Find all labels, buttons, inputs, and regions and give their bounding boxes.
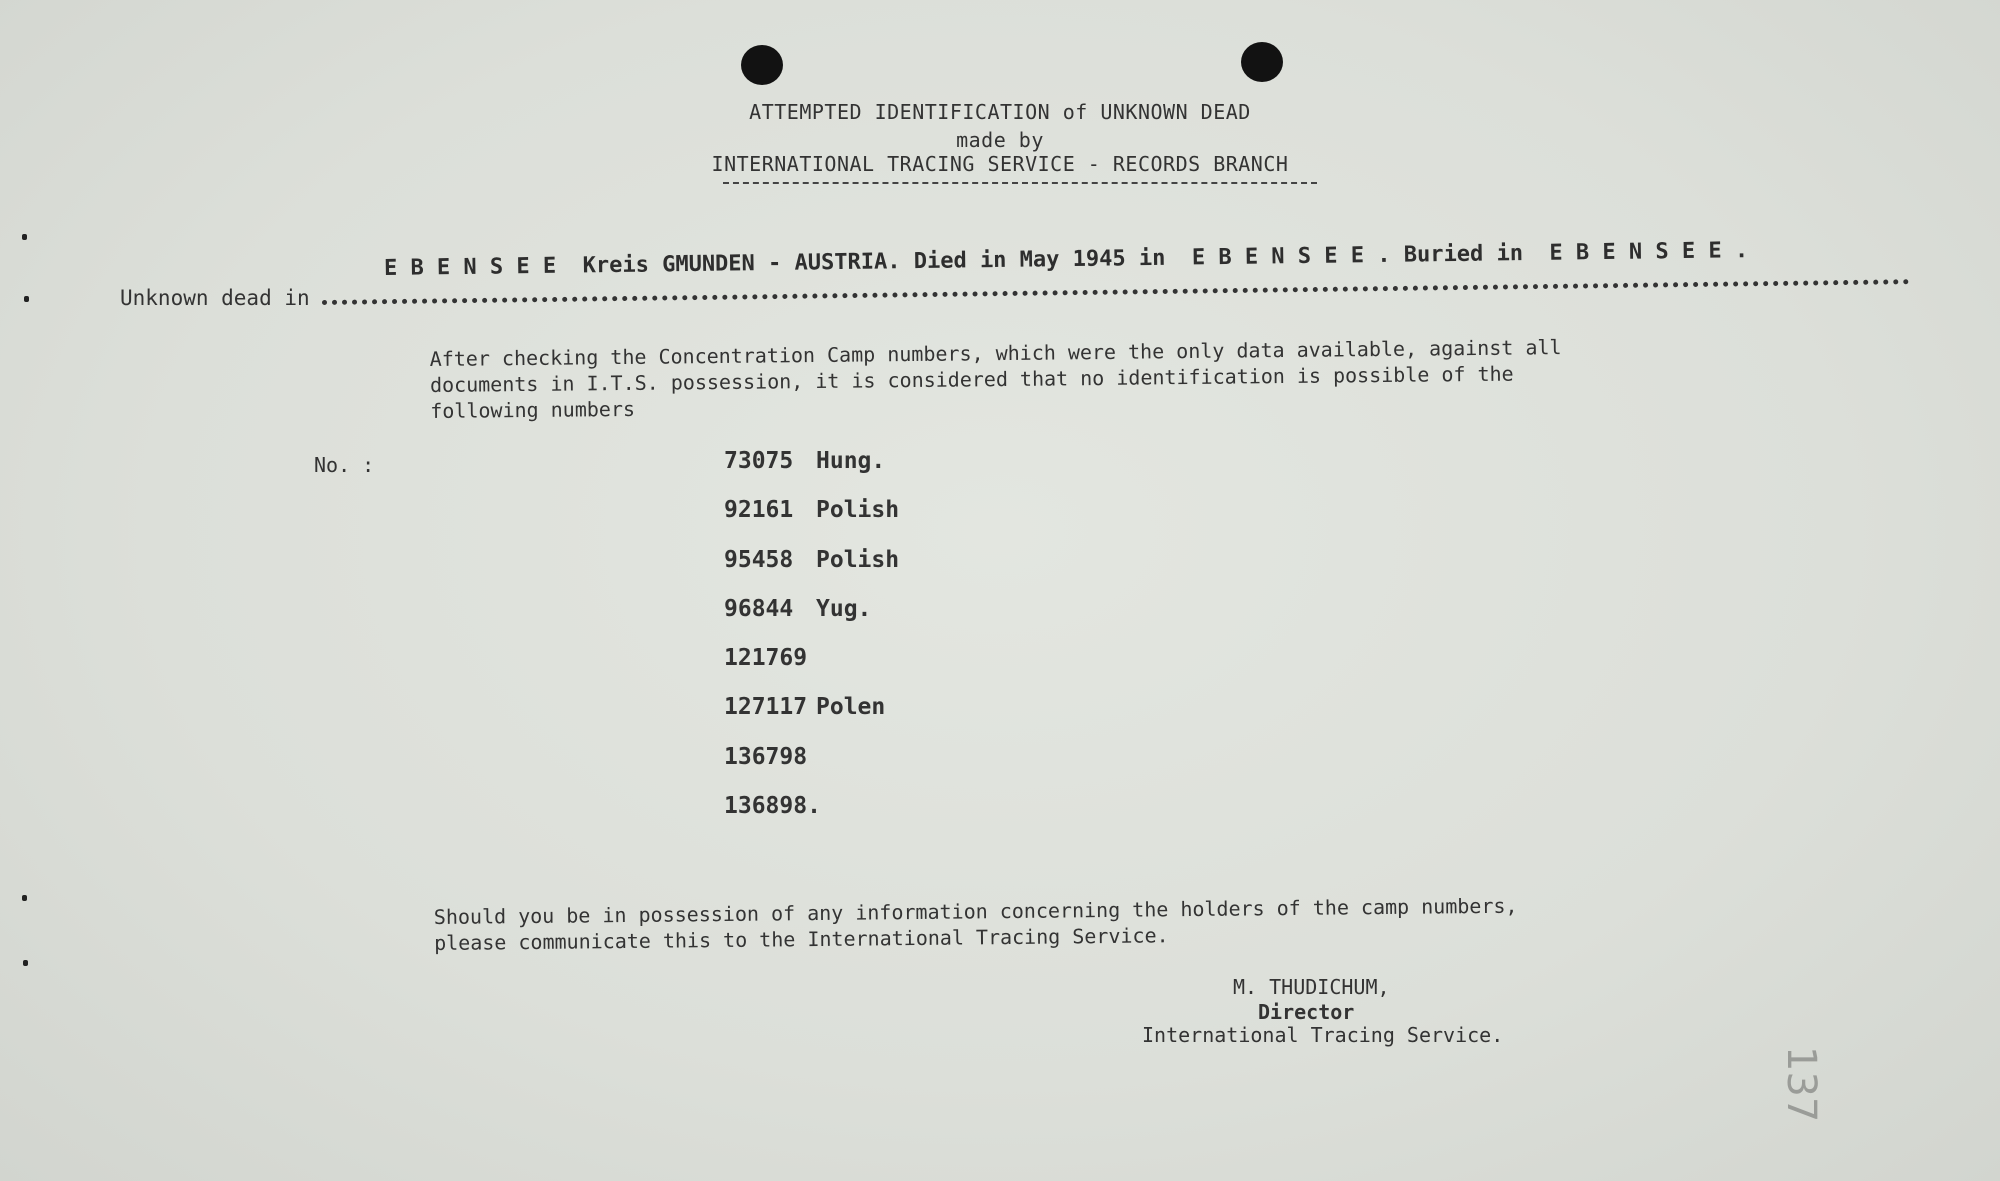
closing-paragraph xyxy=(434,893,1518,956)
edge-mark xyxy=(22,234,27,240)
camp-number: 73075 xyxy=(724,448,794,474)
dotted-fill-line xyxy=(322,279,1910,305)
signatory-organization: International Tracing Service. xyxy=(1142,1023,1504,1047)
camp-number: 136798 xyxy=(724,743,808,770)
nationality: Yug. xyxy=(816,595,872,622)
intro-line: following numbers xyxy=(430,396,636,423)
list-item xyxy=(724,448,899,497)
nationality: Hung. xyxy=(816,448,886,474)
edge-mark xyxy=(24,296,29,302)
list-item xyxy=(724,694,899,743)
nationality: Polen xyxy=(816,694,886,721)
signatory-title: Director xyxy=(1258,1000,1355,1024)
page-number-stamp: 137 xyxy=(1778,1046,1824,1123)
camp-number: 127117 xyxy=(724,694,808,721)
closing-line: please communicate this to the International Tracing Service. xyxy=(434,923,1169,955)
edge-mark xyxy=(22,895,27,901)
camp-number: 136898. xyxy=(724,793,821,820)
list-item xyxy=(724,547,899,596)
header-divider xyxy=(723,182,1317,184)
camp-number: 121769 xyxy=(724,645,808,672)
numbers-label: No. : xyxy=(314,453,375,477)
list-item xyxy=(724,744,899,793)
punch-hole-left xyxy=(741,45,783,85)
intro-line: documents in I.T.S. possession, it is considered that no identification is possible of the xyxy=(429,361,1514,397)
camp-number: 92161 xyxy=(724,497,794,524)
nationality: Polish xyxy=(816,497,900,524)
camp-number-list xyxy=(724,448,899,842)
camp-number: 95458 xyxy=(724,546,794,573)
document-title: ATTEMPTED IDENTIFICATION of UNKNOWN DEAD xyxy=(749,100,1251,124)
place-of-death: E B E N S E E Kreis GMUNDEN - AUSTRIA. Died in May 1945 in E B E N S E E . Buried in E B E N S E E . xyxy=(383,238,1749,281)
document-subtitle: made by xyxy=(956,128,1044,152)
issuing-organization: INTERNATIONAL TRACING SERVICE - RECORDS BRANCH xyxy=(711,152,1289,176)
list-item xyxy=(724,596,899,645)
list-item xyxy=(724,497,899,546)
edge-mark xyxy=(23,960,28,966)
signatory-name: M. THUDICHUM, xyxy=(1233,975,1390,999)
list-item xyxy=(724,793,899,842)
unknown-dead-label: Unknown dead in xyxy=(120,286,310,310)
camp-number: 96844 xyxy=(724,595,794,622)
list-item xyxy=(724,645,899,694)
closing-line: Should you be in possession of any information concerning the holders of the camp numbers, xyxy=(433,893,1518,930)
intro-line: After checking the Concentration Camp numbers, which were the only data available, against all xyxy=(429,335,1562,372)
nationality: Polish xyxy=(816,546,900,573)
intro-paragraph xyxy=(430,334,1563,424)
punch-hole-right xyxy=(1241,42,1283,82)
